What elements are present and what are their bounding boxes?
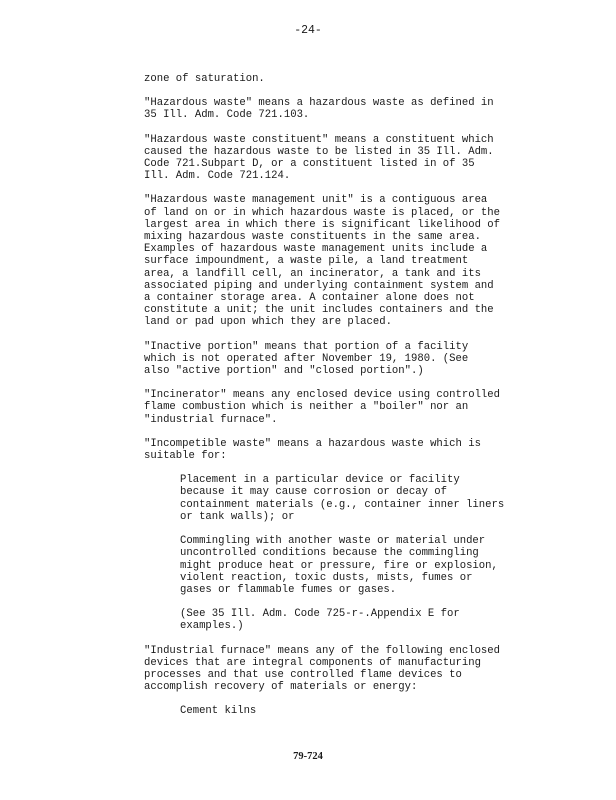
paragraph-zone-of-saturation: zone of saturation. [144,73,265,85]
paragraph-industrial-furnace: "Industrial furnace" means any of the following enclosed devices that are integral components of manufacturing processes and that use controlled flame devices to accomplish recovery of materials or energy: [144,644,501,694]
page-footer-number: 79-724 [293,751,323,762]
document-body [144,73,554,730]
paragraph-hazardous-waste-constituent: "Hazardous waste constituent" means a constituent which caused the hazardous waste to be listed in 35 Ill. Adm. Code 721.Subpart D, or a constituent listed in of 35 Ill. Adm. Code 721.124. [144,133,494,183]
paragraph-incinerator: "Incinerator" means any enclosed device using controlled flame combustion which is neither a "boiler" nor an "industrial furnace". [144,389,501,426]
paragraph-hazardous-waste: "Hazardous waste" means a hazardous waste as defined in 35 Ill. Adm. Code 721.103. [144,97,494,122]
paragraph-see-appendix: (See 35 Ill. Adm. Code 725-r-.Appendix E for examples.) [180,608,460,633]
page-number-header: -24- [294,24,322,37]
paragraph-cement-kilns: Cement kilns [180,705,257,718]
paragraph-placement: Placement in a particular device or facility because it may cause corrosion or decay of containment materials (e.g., container inner liners or tank walls); or [180,474,505,523]
paragraph-incompatible-waste: "Incompetible waste" means a hazardous waste which is suitable for: [144,437,481,463]
paragraph-hazardous-waste-management-unit: "Hazardous waste management unit" is a contiguous area of land on or in which hazardous waste is placed, or the largest area in which there is significant likelihood of mixing hazardous waste constituents in the same area. Examples of hazardous waste management units include a surface impoundment, a waste pile, a land treatment area, a landfill cell, an incinerator, a tank and its associated piping and underlying containment system and a container storage area. A container alone does not constitute a unit; the unit includes containers and the land or pad upon which they are placed. [144,194,501,329]
paragraph-inactive-portion: "Inactive portion" means that portion of a facility which is not operated after November 19, 1980. (See also "active portion" and "closed portion".) [144,340,469,378]
paragraph-commingling: Commingling with another waste or material under uncontrolled conditions because the commingling might produce heat or pressure, fire or explosion, violent reaction, toxic dusts, mists, fumes or gases or flammable fumes or gases. [180,535,498,596]
